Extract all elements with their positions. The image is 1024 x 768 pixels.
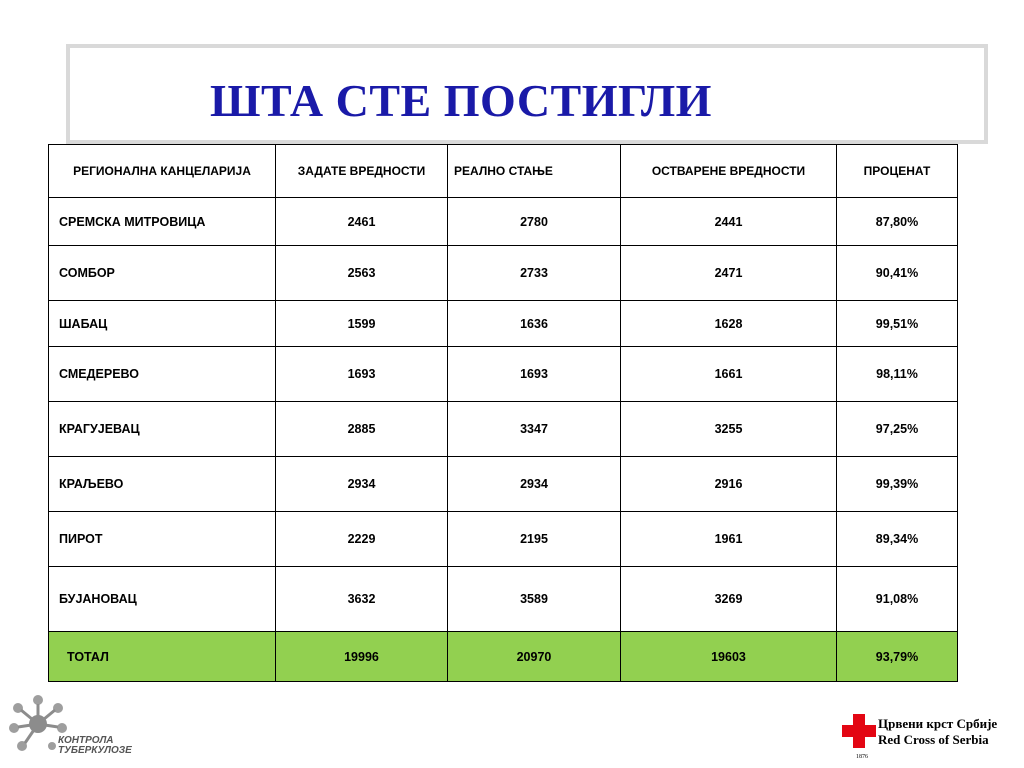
cell-total-achieved: 19603 (621, 632, 837, 682)
red-cross-year: 1876 (856, 754, 868, 760)
cell-actual: 3347 (448, 402, 621, 457)
table-row (49, 347, 958, 402)
total-row (49, 632, 958, 682)
cell-region: ШАБАЦ (49, 301, 276, 347)
red-cross-name (878, 716, 997, 748)
cell-total-label: ТОТАЛ (49, 632, 276, 682)
tuberculosis-control-logo (8, 694, 138, 760)
table-row (49, 402, 958, 457)
cell-target: 1693 (276, 347, 448, 402)
header-achieved-values: ОСТВАРЕНЕ ВРЕДНОСТИ (621, 145, 837, 198)
cell-achieved: 1961 (621, 512, 837, 567)
cell-region: СМЕДЕРЕВО (49, 347, 276, 402)
cell-actual: 1693 (448, 347, 621, 402)
cell-actual: 2195 (448, 512, 621, 567)
cell-percent: 98,11% (837, 347, 958, 402)
cell-total-target: 19996 (276, 632, 448, 682)
cell-percent: 97,25% (837, 402, 958, 457)
cell-target: 2229 (276, 512, 448, 567)
cell-achieved: 3255 (621, 402, 837, 457)
cell-achieved: 2916 (621, 457, 837, 512)
cell-percent: 90,41% (837, 246, 958, 301)
cell-actual: 1636 (448, 301, 621, 347)
cell-achieved: 2471 (621, 246, 837, 301)
cell-region: БУЈАНОВАЦ (49, 567, 276, 632)
cell-target: 1599 (276, 301, 448, 347)
cell-percent: 91,08% (837, 567, 958, 632)
cell-total-percent: 93,79% (837, 632, 958, 682)
cell-region: КРАЉЕВО (49, 457, 276, 512)
cell-actual: 3589 (448, 567, 621, 632)
logo-left-line1: КОНТРОЛА (58, 735, 114, 746)
cell-region: СОМБОР (49, 246, 276, 301)
cell-target: 2885 (276, 402, 448, 457)
header-percentage: ПРОЦЕНАТ (837, 145, 958, 198)
results-table (48, 144, 958, 682)
title-frame (66, 44, 988, 144)
table-row (49, 246, 958, 301)
cell-actual: 2934 (448, 457, 621, 512)
cell-achieved: 1628 (621, 301, 837, 347)
header-region: РЕГИОНАЛНА КАНЦЕЛАРИЈА (49, 145, 276, 198)
table-row (49, 301, 958, 347)
cell-percent: 99,51% (837, 301, 958, 347)
page-title: ШТА СТЕ ПОСТИГЛИ (210, 75, 712, 126)
table-row (49, 512, 958, 567)
cell-region: СРЕМСКА МИТРОВИЦА (49, 198, 276, 246)
cell-achieved: 1661 (621, 347, 837, 402)
logo-left-line2: ТУБЕРКУЛОЗЕ (58, 745, 132, 756)
header-target-values: ЗАДАТЕ ВРЕДНОСТИ (276, 145, 448, 198)
cell-total-actual: 20970 (448, 632, 621, 682)
cell-actual: 2733 (448, 246, 621, 301)
header-actual-state: РЕАЛНО СТАЊЕ (448, 145, 621, 198)
cell-percent: 87,80% (837, 198, 958, 246)
table-header-row (49, 145, 958, 198)
red-cross-logo (842, 712, 1022, 766)
cell-region: ПИРОТ (49, 512, 276, 567)
cell-target: 3632 (276, 567, 448, 632)
cell-region: КРАГУЈЕВАЦ (49, 402, 276, 457)
cell-percent: 89,34% (837, 512, 958, 567)
cell-achieved: 2441 (621, 198, 837, 246)
cell-actual: 2780 (448, 198, 621, 246)
table-row (49, 567, 958, 632)
red-cross-name-serbian: Црвени крст Србије (878, 716, 998, 731)
table-row (49, 198, 958, 246)
cell-target: 2563 (276, 246, 448, 301)
table-row (49, 457, 958, 512)
red-cross-icon (842, 714, 876, 748)
cell-achieved: 3269 (621, 567, 837, 632)
cell-target: 2461 (276, 198, 448, 246)
cell-percent: 99,39% (837, 457, 958, 512)
tuberculosis-control-label (58, 736, 132, 756)
cell-target: 2934 (276, 457, 448, 512)
red-cross-name-english: Red Cross of Serbia (878, 732, 989, 747)
